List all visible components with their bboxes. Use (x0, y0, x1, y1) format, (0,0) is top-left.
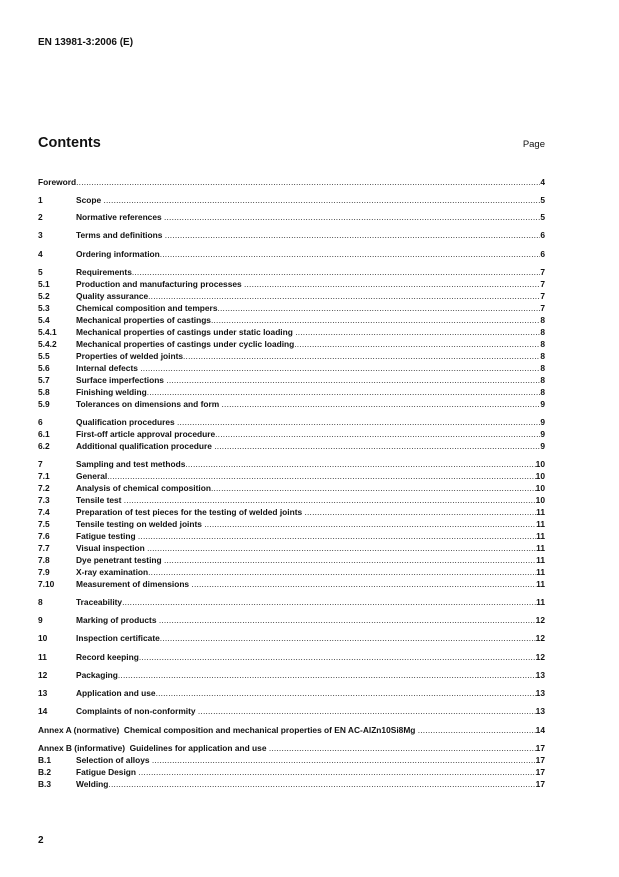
toc-entry[interactable] (38, 228, 545, 240)
toc-entry-title: Sampling and test methods (76, 459, 186, 469)
toc-entry-number: 5.3 (38, 303, 50, 313)
toc-entry[interactable] (38, 631, 545, 643)
toc-entry-title: Quality assurance (76, 291, 149, 301)
toc-entry-page: 13 (535, 688, 545, 698)
toc-entry-number: 5.4.2 (38, 339, 57, 349)
toc-entry-page: 11 (536, 531, 545, 541)
toc-entry-page: 11 (536, 597, 545, 607)
toc-entry-page: 5 (540, 195, 545, 205)
toc-entry[interactable] (38, 650, 545, 662)
toc-entry-page: 7 (540, 279, 545, 289)
toc-entry-title: First-off article approval procedure (76, 429, 216, 439)
toc-entry-title: Annex B (informative) Guidelines for application and use (38, 743, 269, 753)
toc-entry-number: 7.8 (38, 555, 50, 565)
page-column-label: Page (522, 139, 545, 150)
toc-entry-title: Scope (76, 195, 104, 205)
toc-entry-title: Qualification procedures (76, 417, 177, 427)
toc-entry-number: 6.1 (38, 429, 50, 439)
dot-leader (166, 375, 540, 385)
toc-entry-page: 6 (540, 249, 545, 259)
toc-entry[interactable] (38, 415, 545, 427)
dot-leader (214, 441, 540, 451)
toc-entry-number: 3 (38, 230, 43, 240)
toc-entry-page: 9 (540, 399, 545, 409)
dot-leader (160, 249, 541, 259)
dot-leader (139, 652, 536, 662)
toc-entry-title: General (76, 471, 108, 481)
toc-entry[interactable] (38, 469, 545, 481)
toc-entry[interactable] (38, 613, 545, 625)
toc-entry-title: Traceability (76, 597, 123, 607)
dot-leader (164, 212, 540, 222)
dot-leader (118, 670, 536, 680)
dot-leader (217, 303, 540, 313)
dot-leader (418, 725, 536, 735)
dot-leader (107, 471, 535, 481)
toc-entry-page: 12 (535, 633, 545, 643)
toc-entry-number: 7.7 (38, 543, 50, 553)
dot-leader (215, 429, 540, 439)
contents-heading: Contents (38, 135, 101, 151)
toc-entry[interactable] (38, 481, 545, 493)
toc-entry-title: Terms and definitions (76, 230, 165, 240)
toc-entry-page: 17 (535, 779, 545, 789)
toc-entry-number: 8 (38, 597, 43, 607)
toc-entry[interactable] (38, 361, 545, 373)
dot-leader (204, 519, 536, 529)
toc-entry-title: Mechanical properties of castings under cyclic loading (76, 339, 295, 349)
toc-entry-number: 9 (38, 615, 43, 625)
toc-entry-number: 7.6 (38, 531, 50, 541)
toc-entry[interactable] (38, 301, 545, 313)
toc-entry-title: Properties of welded joints (76, 351, 184, 361)
dot-leader (269, 743, 536, 753)
toc-entry-title: Measurement of dimensions (76, 579, 192, 589)
toc-entry-title: Ordering information (76, 249, 160, 259)
toc-entry-title: Fatigue Design (76, 767, 139, 777)
toc-entry[interactable] (38, 668, 545, 680)
dot-leader (198, 706, 536, 716)
toc-entry-number: 7 (38, 459, 43, 469)
toc-entry-title: Mechanical properties of castings (76, 315, 211, 325)
toc-entry-title: Foreword (38, 177, 77, 187)
dot-leader (147, 387, 541, 397)
toc-entry-number: 5.8 (38, 387, 50, 397)
toc-entry-number: 7.4 (38, 507, 50, 517)
toc-entry-title: X-ray examination (76, 567, 149, 577)
toc-entry[interactable] (38, 493, 545, 505)
toc-entry[interactable] (38, 723, 545, 735)
dot-leader (211, 483, 536, 493)
toc-entry[interactable] (38, 595, 545, 607)
toc-entry-page: 13 (535, 706, 545, 716)
toc-entry-page: 12 (535, 652, 545, 662)
dot-leader (140, 363, 540, 373)
toc-entry-number: B.2 (38, 767, 52, 777)
toc-entry-number: 6.2 (38, 441, 50, 451)
dot-leader (138, 767, 535, 777)
dot-leader (191, 579, 536, 589)
toc-entry-number: 10 (38, 633, 48, 643)
toc-entry-number: 7.10 (38, 579, 55, 589)
toc-entry-page: 11 (536, 543, 545, 553)
toc-entry[interactable] (38, 337, 545, 349)
toc-entry-title: Record keeping (76, 652, 139, 662)
toc-entry-number: 7.2 (38, 483, 50, 493)
toc-entry-page: 17 (535, 743, 545, 753)
dot-leader (76, 177, 540, 187)
toc-entry[interactable] (38, 175, 545, 187)
toc-entry[interactable] (38, 193, 545, 205)
toc-entry-number: 5.4.1 (38, 327, 57, 337)
toc-entry[interactable] (38, 457, 545, 469)
toc-entry-title: Application and use (76, 688, 156, 698)
toc-entry[interactable] (38, 753, 545, 765)
toc-entry-title: Surface imperfections (76, 375, 167, 385)
toc-entry-title: Dye penetrant testing (76, 555, 164, 565)
dot-leader (152, 755, 536, 765)
toc-entry-number: 5.4 (38, 315, 50, 325)
toc-entry[interactable] (38, 439, 545, 451)
toc-entry[interactable] (38, 397, 545, 409)
toc-entry[interactable] (38, 517, 545, 529)
toc-entry-number: 11 (38, 652, 47, 662)
toc-entry-number: 6 (38, 417, 43, 427)
toc-entry-page: 9 (540, 429, 545, 439)
toc-entry-page: 11 (536, 567, 545, 577)
toc-entry-number: 7.3 (38, 495, 50, 505)
toc-entry-title: Packaging (76, 670, 118, 680)
toc-entry-page: 10 (535, 459, 545, 469)
toc-entry-number: 7.5 (38, 519, 50, 529)
toc-entry-page: 8 (540, 327, 545, 337)
toc-entry-page: 11 (536, 519, 545, 529)
toc-entry[interactable] (38, 210, 545, 222)
dot-leader (305, 507, 537, 517)
toc-entry-page: 17 (535, 755, 545, 765)
toc-entry[interactable] (38, 553, 545, 565)
toc-entry-page: 13 (535, 670, 545, 680)
dot-leader (147, 543, 536, 553)
toc-entry-title: Visual inspection (76, 543, 148, 553)
toc-entry-title: Annex A (normative) Chemical composition and mechanical properties of EN AC-AlZn10Si8Mg (38, 725, 418, 735)
toc-entry-page: 11 (536, 507, 545, 517)
dot-leader (148, 291, 540, 301)
toc-entry-title: Tensile test (76, 495, 124, 505)
toc-entry[interactable] (38, 686, 545, 698)
toc-entry[interactable] (38, 373, 545, 385)
toc-entry-page: 6 (540, 230, 545, 240)
toc-entry[interactable] (38, 505, 545, 517)
dot-leader (165, 230, 541, 240)
toc-entry[interactable] (38, 325, 545, 337)
dot-leader (103, 195, 540, 205)
toc-entry-number: 5.1 (38, 279, 50, 289)
toc-entry-number: 5.5 (38, 351, 50, 361)
page-number: 2 (38, 835, 44, 846)
dot-leader (138, 531, 536, 541)
toc-entry-number: 5.9 (38, 399, 50, 409)
dot-leader (132, 267, 540, 277)
toc-entry-number: 7.9 (38, 567, 50, 577)
toc-entry-title: Tolerances on dimensions and form (76, 399, 222, 409)
toc-entry-page: 14 (535, 725, 545, 735)
toc-entry-page: 8 (540, 315, 545, 325)
toc-entry-title: Finishing welding (76, 387, 147, 397)
toc-entry-title: Production and manufacturing processes (76, 279, 244, 289)
toc-entry-number: 5.2 (38, 291, 50, 301)
toc-entry-number: 5.7 (38, 375, 50, 385)
toc-entry-title: Tensile testing on welded joints (76, 519, 205, 529)
dot-leader (108, 779, 535, 789)
dot-leader (211, 315, 540, 325)
toc-entry[interactable] (38, 565, 545, 577)
toc-entry-title: Normative references (76, 212, 164, 222)
toc-entry-page: 11 (536, 555, 545, 565)
toc-entry-number: B.1 (38, 755, 52, 765)
toc-entry[interactable] (38, 741, 545, 753)
toc-entry-number: 5 (38, 267, 43, 277)
toc-entry-number: B.3 (38, 779, 52, 789)
toc-entry[interactable] (38, 265, 545, 277)
toc-entry[interactable] (38, 277, 545, 289)
toc-entry-page: 8 (540, 339, 545, 349)
dot-leader (222, 399, 541, 409)
toc-entry-page: 17 (535, 767, 545, 777)
toc-entry[interactable] (38, 427, 545, 439)
toc-entry[interactable] (38, 704, 545, 716)
dot-leader (185, 459, 535, 469)
toc-entry-page: 5 (540, 212, 545, 222)
toc-entry-number: 2 (38, 212, 43, 222)
toc-entry-page: 11 (536, 579, 545, 589)
toc-entry[interactable] (38, 529, 545, 541)
toc-entry-number: 5.6 (38, 363, 50, 373)
toc-entry-page: 7 (540, 303, 545, 313)
toc-entry-title: Chemical composition and tempers (76, 303, 218, 313)
toc-entry-page: 7 (540, 291, 545, 301)
toc-entry-title: Mechanical properties of castings under static loading (76, 327, 296, 337)
toc-entry-title: Internal defects (76, 363, 141, 373)
dot-leader (164, 555, 536, 565)
toc-entry-title: Fatigue testing (76, 531, 138, 541)
dot-leader (177, 417, 540, 427)
document-id-header: EN 13981-3:2006 (E) (38, 37, 134, 48)
toc-entry-page: 8 (540, 363, 545, 373)
toc-entry[interactable] (38, 385, 545, 397)
toc-entry-page: 10 (535, 471, 545, 481)
toc-entry-number: 13 (38, 688, 48, 698)
toc-entry-page: 9 (540, 441, 545, 451)
toc-entry-page: 10 (535, 483, 545, 493)
toc-entry-title: Additional qualification procedure (76, 441, 215, 451)
dot-leader (183, 351, 540, 361)
toc-entry[interactable] (38, 765, 545, 777)
toc-entry[interactable] (38, 349, 545, 361)
toc-entry-title: Selection of alloys (76, 755, 152, 765)
toc-entry-page: 10 (535, 495, 545, 505)
dot-leader (122, 597, 536, 607)
toc-entry-page: 8 (540, 387, 545, 397)
toc-entry[interactable] (38, 577, 545, 589)
dot-leader (156, 688, 536, 698)
toc-entry-page: 8 (540, 351, 545, 361)
toc-entry-title: Welding (76, 779, 109, 789)
toc-entry-title: Marking of products (76, 615, 159, 625)
dot-leader (159, 615, 536, 625)
dot-leader (148, 567, 536, 577)
toc-entry-page: 12 (535, 615, 545, 625)
dot-leader (124, 495, 536, 505)
dot-leader (294, 339, 540, 349)
toc-entry-title: Preparation of test pieces for the testing of welded joints (76, 507, 305, 517)
toc-entry-page: 7 (540, 267, 545, 277)
toc-entry-title: Requirements (76, 267, 132, 277)
toc-entry-page: 4 (540, 177, 545, 187)
toc-entry-page: 9 (540, 417, 545, 427)
toc-entry[interactable] (38, 247, 545, 259)
toc-entry[interactable] (38, 541, 545, 553)
toc-entry-number: 7.1 (38, 471, 50, 481)
toc-entry-title: Complaints of non-conformity (76, 706, 198, 716)
dot-leader (160, 633, 536, 643)
toc-entry-page: 8 (540, 375, 545, 385)
toc-entry[interactable] (38, 777, 545, 789)
toc-entry-title: Analysis of chemical composition (76, 483, 211, 493)
toc-entry[interactable] (38, 313, 545, 325)
dot-leader (244, 279, 540, 289)
toc-entry-number: 1 (38, 195, 43, 205)
toc-entry[interactable] (38, 289, 545, 301)
dot-leader (295, 327, 540, 337)
toc-entry-title: Inspection certificate (76, 633, 160, 643)
toc-entry-number: 14 (38, 706, 48, 716)
toc-entry-number: 4 (38, 249, 43, 259)
toc-entry-number: 12 (38, 670, 48, 680)
